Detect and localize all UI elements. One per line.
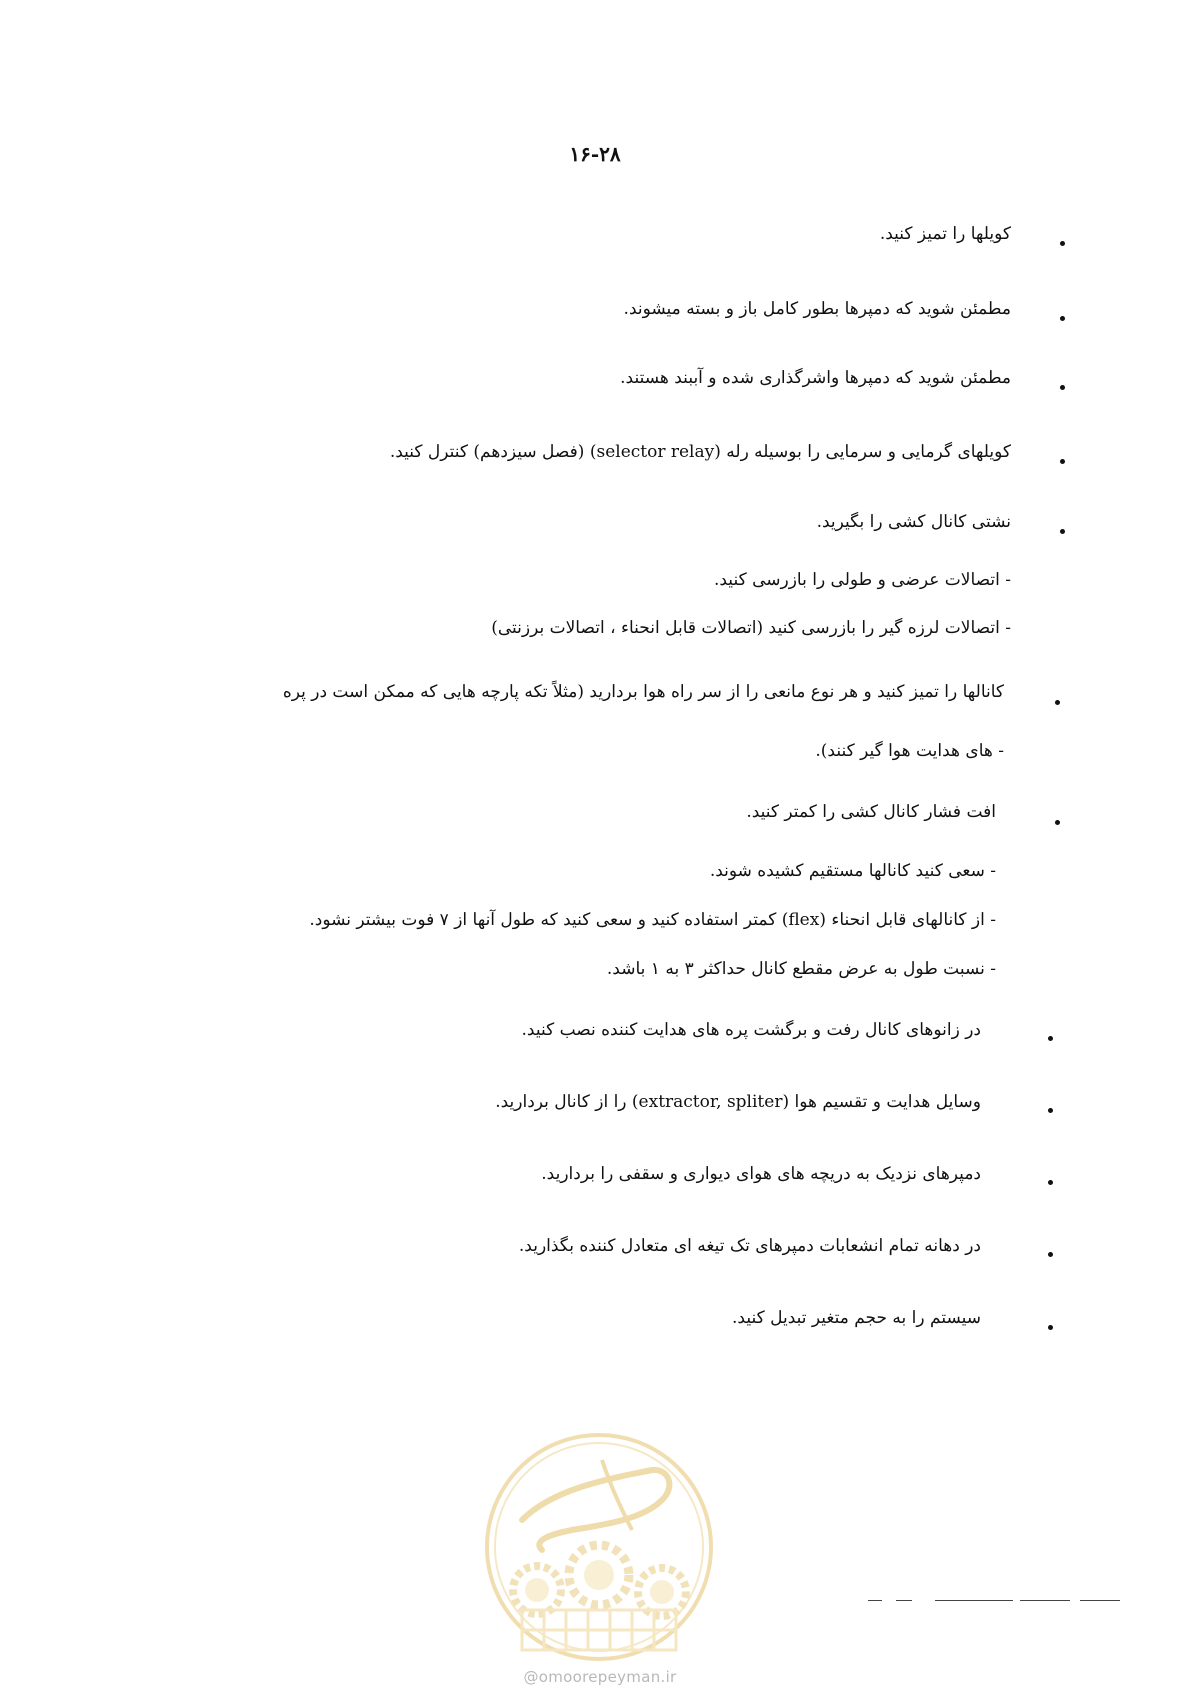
sub-item: - اتصالات عرضی و طولی را بازرسی کنید.: [713, 570, 1011, 590]
bullet: [1055, 820, 1060, 825]
sub-item: - از کانالهای قابل انحناء (flex) کمتر استفاده کنید و سعی کنید که طول آنها از ۷ فوت بیشتر نشود.: [309, 910, 996, 930]
list-item: کویلهای گرمایی و سرمایی را بوسیله رله (selector relay) (فصل سیزدهم) کنترل کنید.: [389, 442, 1011, 462]
sub-item: - سعی کنید کانالها مستقیم کشیده شوند.: [709, 861, 996, 881]
list-item: دمپرهای نزدیک به دریچه های هوای دیواری و سقفی را بردارید.: [541, 1164, 981, 1184]
watermark-logo-icon: [482, 1430, 716, 1664]
page-number: ۱۶-۲۸: [569, 142, 621, 166]
bullet: [1060, 529, 1065, 534]
sub-item: - نسبت طول به عرض مقطع کانال حداکثر ۳ به ۱ باشد.: [606, 959, 996, 979]
scan-dash: [1020, 1600, 1070, 1601]
bullet: [1060, 316, 1065, 321]
bullet: [1048, 1252, 1053, 1257]
bullet: [1048, 1325, 1053, 1330]
scan-dash: [1080, 1600, 1120, 1601]
scan-dash: [896, 1600, 912, 1601]
list-item: نشتی کانال کشی را بگیرید.: [816, 512, 1011, 532]
list-item: کانالها را تمیز کنید و هر نوع مانعی را از سر راه هوا بردارید (مثلاً تکه پارچه هایی که ممکن است در پره: [282, 682, 1004, 702]
scan-dash: [868, 1600, 882, 1601]
sub-item: - اتصالات لرزه گیر را بازرسی کنید (اتصالات قابل انحناء ، اتصالات برزنتی): [491, 618, 1011, 638]
list-item: کویلها را تمیز کنید.: [879, 224, 1011, 244]
bullet: [1048, 1036, 1053, 1041]
list-item-continuation: - های هدایت هوا گیر کنند).: [815, 741, 1004, 761]
list-item: مطمئن شوید که دمپرها بطور کامل باز و بسته میشوند.: [623, 299, 1011, 319]
list-item: سیستم را به حجم متغیر تبدیل کنید.: [732, 1308, 981, 1328]
scan-dash: [935, 1600, 1013, 1601]
list-item: مطمئن شوید که دمپرها واشرگذاری شده و آببند هستند.: [620, 368, 1011, 388]
bullet: [1055, 700, 1060, 705]
watermark-url: @omoorepeyman.ir: [523, 1668, 677, 1686]
list-item: وسایل هدایت و تقسیم هوا (extractor, spliter) را از کانال بردارید.: [495, 1092, 981, 1112]
bullet: [1048, 1108, 1053, 1113]
bullet: [1048, 1180, 1053, 1185]
list-item: افت فشار کانال کشی را کمتر کنید.: [746, 802, 996, 822]
bullet: [1060, 385, 1065, 390]
list-item: در زانوهای کانال رفت و برگشت پره های هدایت کننده نصب کنید.: [521, 1020, 981, 1040]
bullet: [1060, 241, 1065, 246]
list-item: در دهانه تمام انشعابات دمپرهای تک تیغه ای متعادل کننده بگذارید.: [518, 1236, 981, 1256]
bullet: [1060, 459, 1065, 464]
